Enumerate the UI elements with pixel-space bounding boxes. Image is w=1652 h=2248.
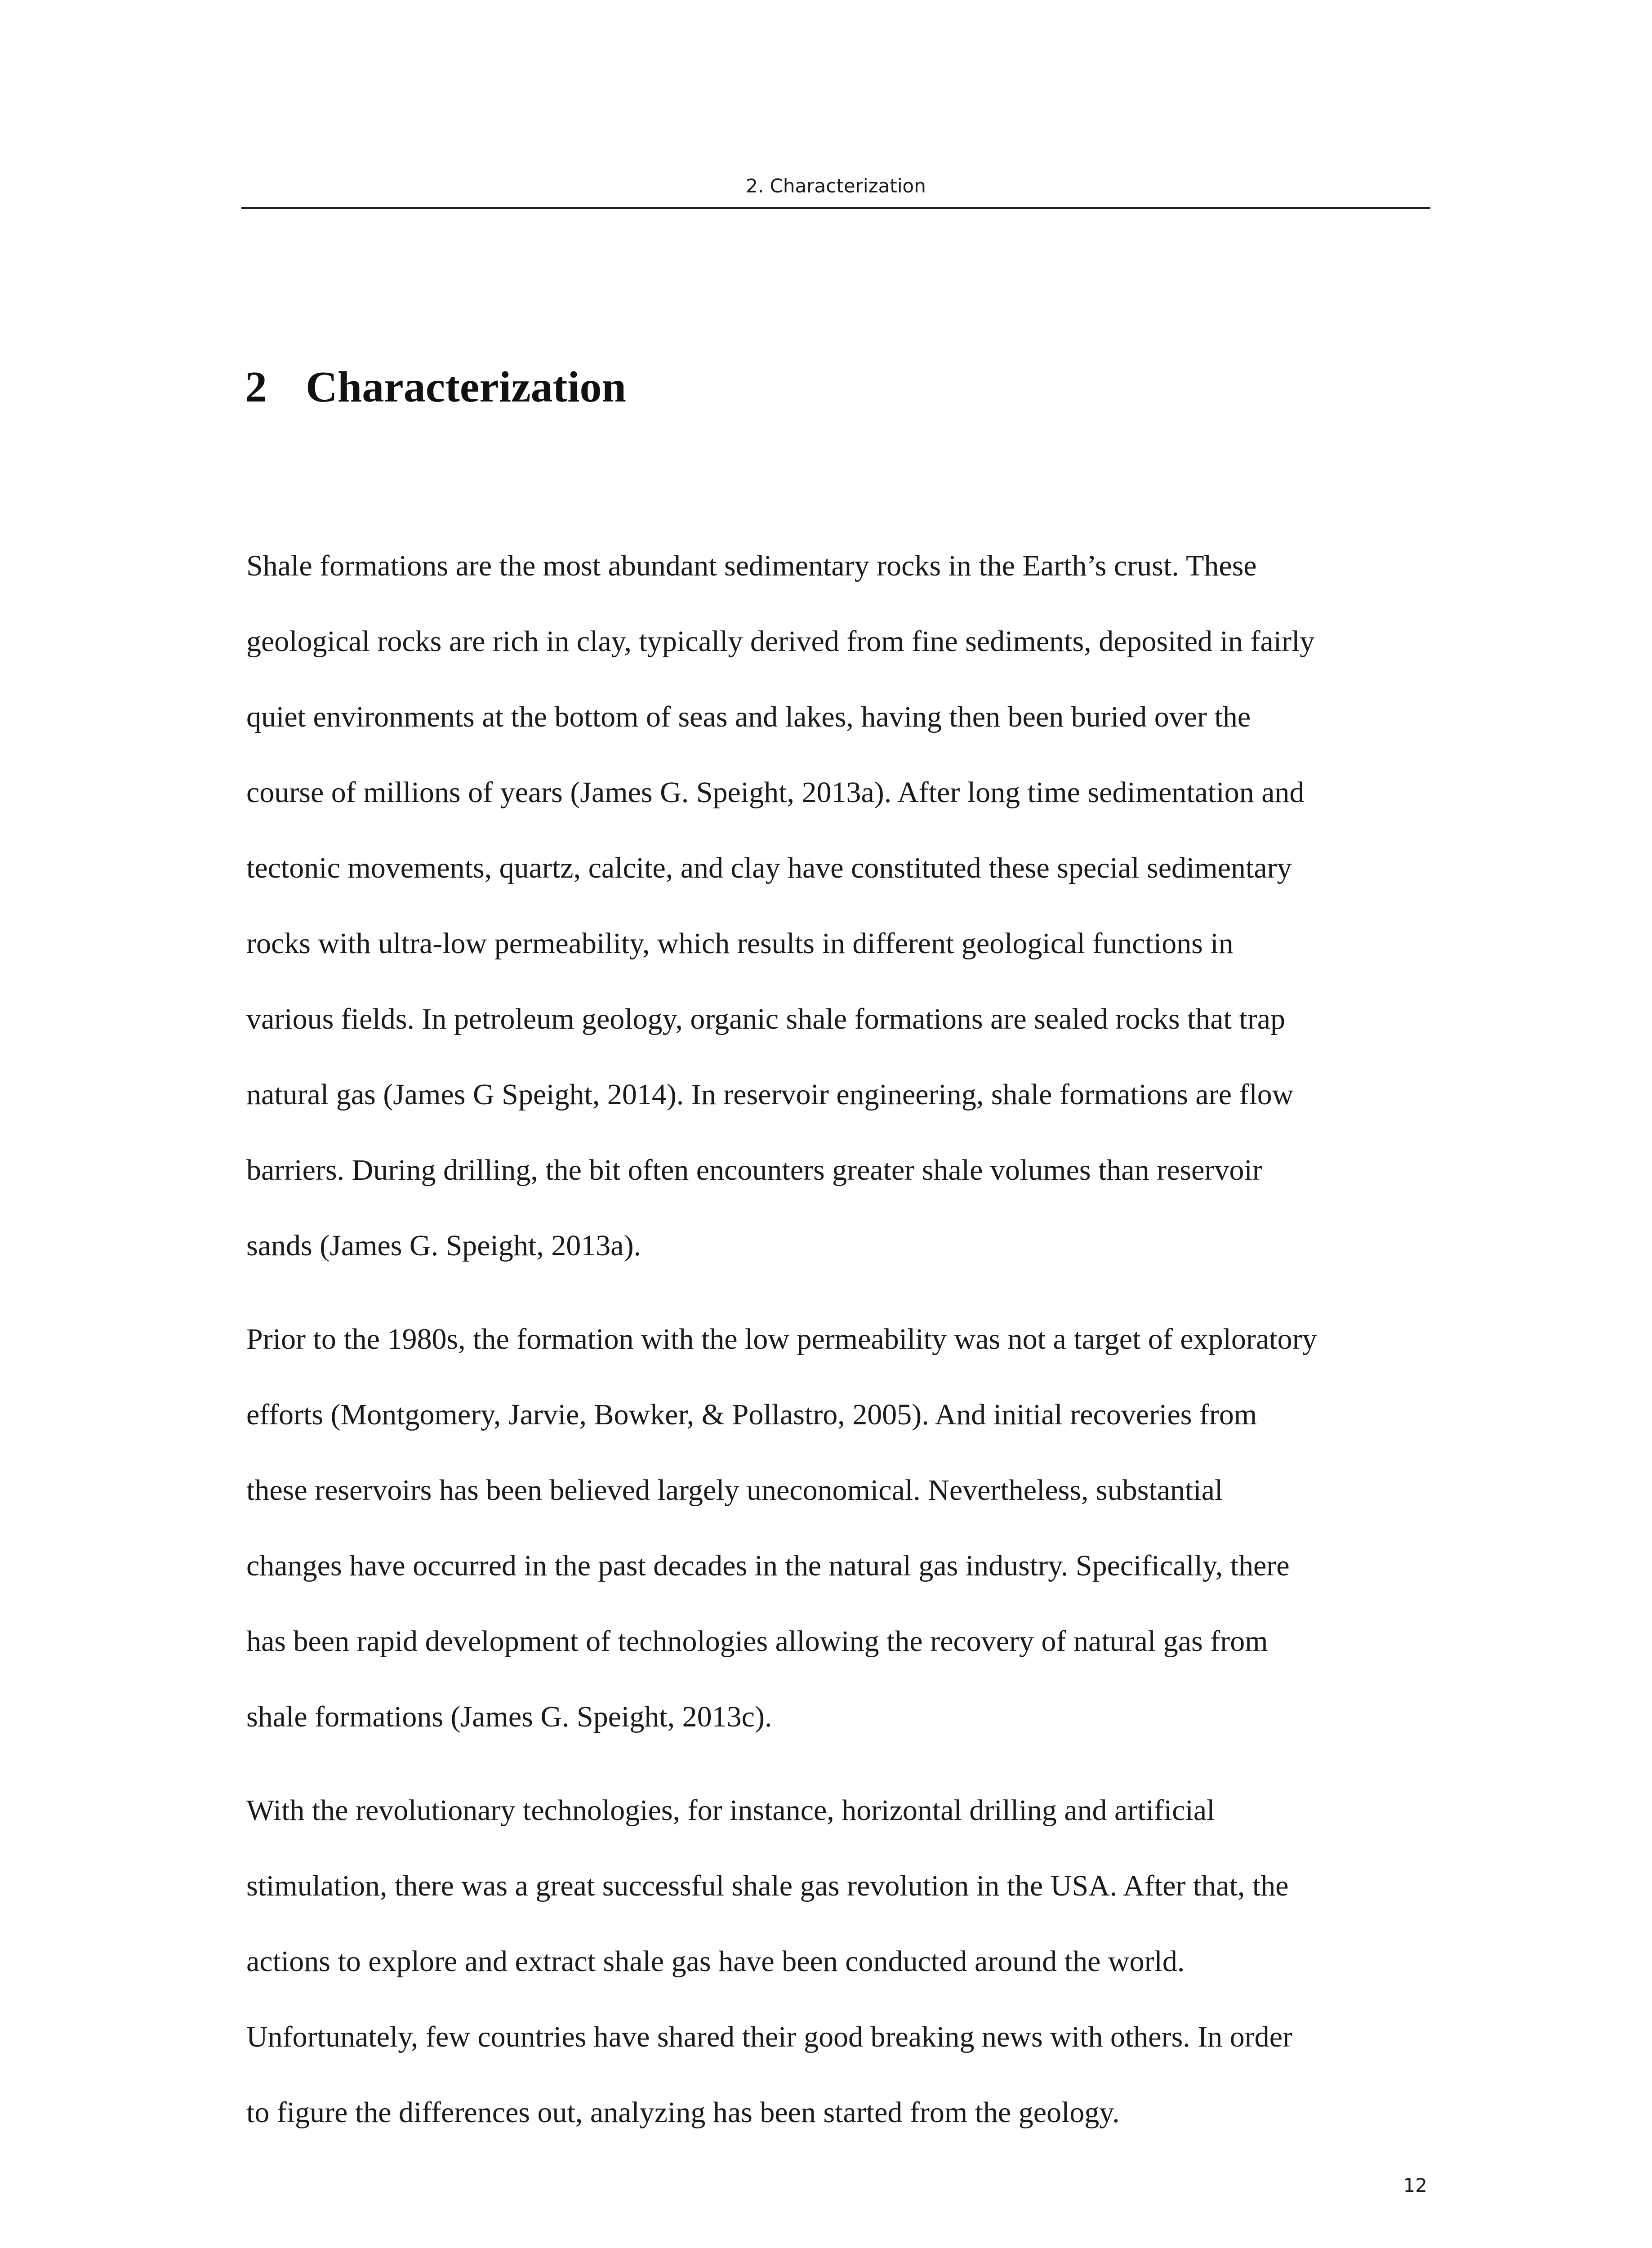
text-line: tectonic movements, quartz, calcite, and clay have constituted these special sedimentary (246, 852, 1292, 884)
text-line: Shale formations are the most abundant sedimentary rocks in the Earth’s crust. These (246, 549, 1257, 582)
text-line: shale formations (James G. Speight, 2013c). (246, 1700, 772, 1733)
body-text (246, 528, 1433, 2150)
paragraph-1 (246, 528, 1433, 1284)
text-line: these reservoirs has been believed largely uneconomical. Nevertheless, substantial (246, 1474, 1223, 1507)
text-line: With the revolutionary technologies, for instance, horizontal drilling and artificial (246, 1794, 1215, 1827)
chapter-heading (245, 360, 626, 414)
text-line: Unfortunately, few countries have shared their good breaking news with others. In order (246, 2021, 1292, 2053)
text-line: sands (James G. Speight, 2013a). (246, 1229, 641, 1262)
text-line: rocks with ultra-low permeability, which results in different geological functions in (246, 927, 1233, 960)
header-rule (241, 207, 1430, 209)
paragraph-2 (246, 1302, 1433, 1755)
text-line: barriers. During drilling, the bit often encounters greater shale volumes than reservoir (246, 1154, 1262, 1186)
page-number: 12 (1403, 2174, 1427, 2196)
text-line: has been rapid development of technologies allowing the recovery of natural gas from (246, 1625, 1268, 1658)
text-line: to figure the differences out, analyzing has been started from the geology. (246, 2096, 1120, 2129)
chapter-title: Characterization (306, 362, 626, 411)
text-line: Prior to the 1980s, the formation with the low permeability was not a target of exploratory (246, 1323, 1317, 1356)
text-line: course of millions of years (James G. Speight, 2013a). After long time sedimentation and (246, 776, 1305, 809)
text-line: quiet environments at the bottom of seas and lakes, having then been buried over the (246, 700, 1251, 733)
text-line: stimulation, there was a great successful shale gas revolution in the USA. After that, the (246, 1869, 1289, 1902)
text-line: natural gas (James G Speight, 2014). In reservoir engineering, shale formations are flow (246, 1078, 1294, 1111)
text-line: efforts (Montgomery, Jarvie, Bowker, & Pollastro, 2005). And initial recoveries from (246, 1398, 1257, 1431)
paragraph-3 (246, 1773, 1433, 2150)
chapter-number: 2 (245, 362, 267, 411)
running-header: 2. Characterization (746, 175, 926, 197)
text-line: actions to explore and extract shale gas have been conducted around the world. (246, 1945, 1185, 1978)
text-line: various fields. In petroleum geology, organic shale formations are sealed rocks that trap (246, 1003, 1286, 1035)
text-line: changes have occurred in the past decades in the natural gas industry. Specifically, there (246, 1549, 1290, 1582)
text-line: geological rocks are rich in clay, typically derived from fine sediments, deposited in fairly (246, 625, 1315, 658)
